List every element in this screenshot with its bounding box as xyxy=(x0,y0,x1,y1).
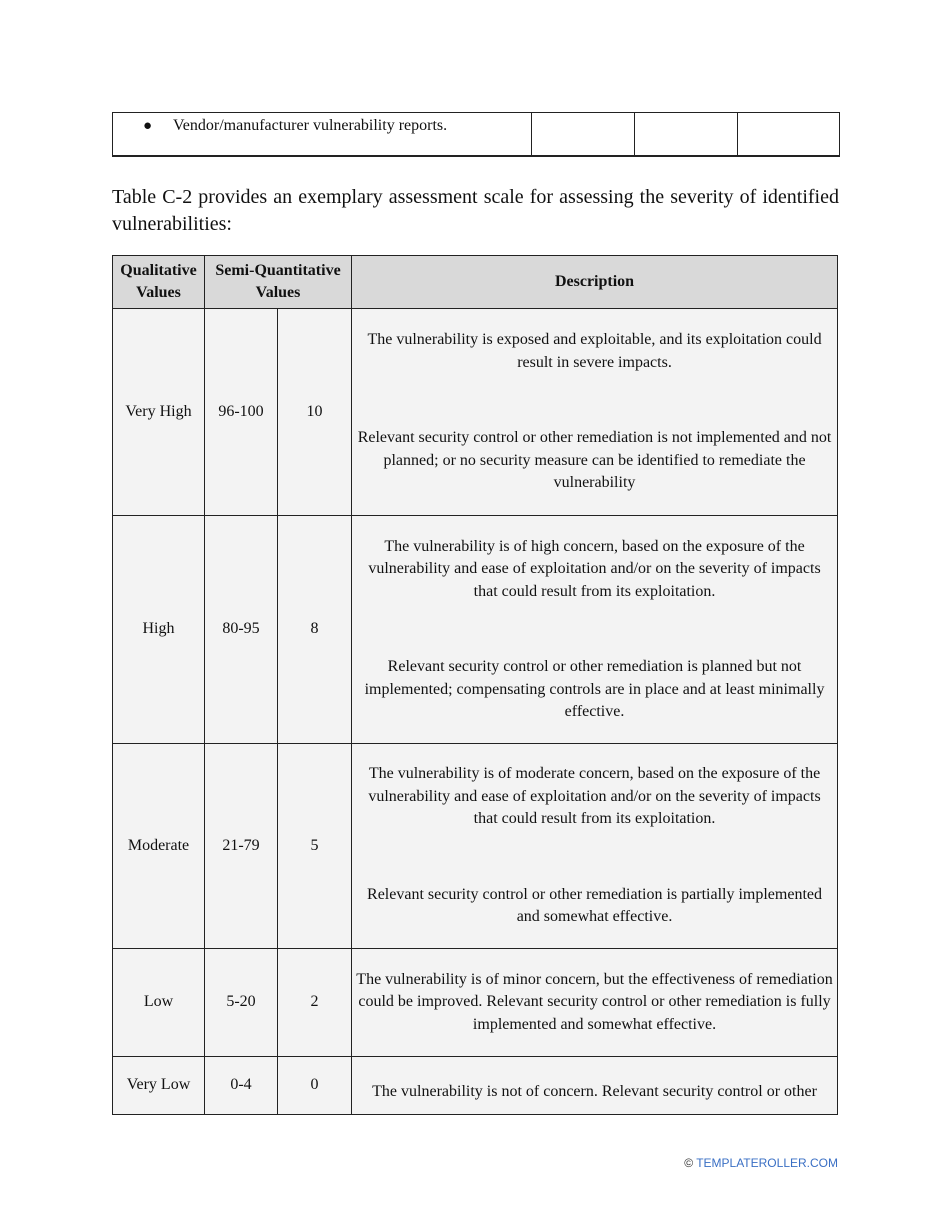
description-text: Relevant security control or other remediation is planned but not implemented; compensating controls are in place and at least minimally effective. xyxy=(364,658,825,720)
score-value: 10 xyxy=(278,309,352,516)
description-cell xyxy=(352,744,838,949)
range-value: 80-95 xyxy=(205,516,278,744)
range-value: 96-100 xyxy=(205,309,278,516)
description-text: The vulnerability is of moderate concern, based on the exposure of the vulnerability and ease of exploitation and/or on the severity of impacts that could result from its exploitation. xyxy=(368,765,821,828)
range-value: 0-4 xyxy=(205,1057,278,1115)
bullet-cell xyxy=(113,113,532,157)
previous-table-fragment xyxy=(112,112,840,157)
description-cell xyxy=(352,949,838,1057)
bullet-text: Vendor/manufacturer vulnerability reports. xyxy=(173,117,448,134)
range-value: 21-79 xyxy=(205,744,278,949)
description-text: The vulnerability is of high concern, based on the exposure of the vulnerability and ease of exploitation and/or on the severity of impacts that could result from its exploitation. xyxy=(368,537,821,600)
qualitative-value: Moderate xyxy=(113,744,205,949)
score-value: 0 xyxy=(278,1057,352,1115)
table-row xyxy=(113,309,838,516)
description-cell xyxy=(352,1057,838,1115)
range-value: 5-20 xyxy=(205,949,278,1057)
empty-cell xyxy=(532,113,635,157)
table-row xyxy=(113,1057,838,1115)
description-cell xyxy=(352,516,838,744)
qualitative-value: High xyxy=(113,516,205,744)
qualitative-value: Very High xyxy=(113,309,205,516)
footer-watermark xyxy=(684,1156,838,1170)
description-text: Relevant security control or other remediation is not implemented and not planned; or no security measure can be identified to remediate the vulnerability xyxy=(357,429,832,492)
table-row xyxy=(113,949,838,1057)
description-text: Relevant security control or other remediation is partially implemented and somewhat effective. xyxy=(367,885,822,926)
qualitative-value: Very Low xyxy=(113,1057,205,1115)
score-value: 5 xyxy=(278,744,352,949)
table-row xyxy=(113,113,840,157)
copyright-symbol: © xyxy=(684,1156,694,1170)
header-semi-quantitative: Semi-Quantitative Values xyxy=(205,256,352,309)
description-text: The vulnerability is of minor concern, but the effectiveness of remediation could be improved. Relevant security control or other remediation is fully implemented and somewhat effective. xyxy=(356,970,833,1033)
header-row xyxy=(113,256,838,309)
brand-link[interactable]: TEMPLATEROLLER.COM xyxy=(696,1156,838,1170)
table-row xyxy=(113,516,838,744)
score-value: 8 xyxy=(278,516,352,744)
empty-cell xyxy=(738,113,840,157)
header-qualitative: Qualitative Values xyxy=(113,256,205,309)
qualitative-value: Low xyxy=(113,949,205,1057)
description-cell xyxy=(352,309,838,516)
score-value: 2 xyxy=(278,949,352,1057)
empty-cell xyxy=(635,113,738,157)
bullet-icon: ● xyxy=(143,118,153,134)
intro-paragraph: Table C-2 provides an exemplary assessment scale for assessing the severity of identified vulnerabilities: xyxy=(112,186,839,235)
description-text: The vulnerability is not of concern. Relevant security control or other xyxy=(372,1083,817,1100)
vulnerability-severity-table xyxy=(112,255,838,1115)
header-description: Description xyxy=(352,256,838,309)
table-row xyxy=(113,744,838,949)
description-text: The vulnerability is exposed and exploitable, and its exploitation could result in severe impacts. xyxy=(367,331,822,371)
